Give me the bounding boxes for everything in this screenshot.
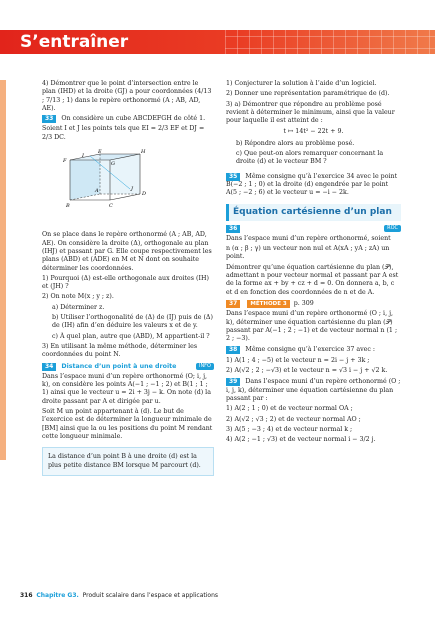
ex34-text: Dans l’espace muni d’un repère orthonormé (O; i, j, k), on considère les points A(−1 ; −1 ; 2) et B(1 ; 1 ; 1) ainsi que le vecteur u = 2i + 3j − k. On note (d) la droite passant par A et dirigée par u. — [42, 372, 211, 405]
ex34-q3a: 3) a) Démontrer que répondre au problème posé revient à déterminer le minimum, ainsi que la valeur pour laquelle il est atteint de : — [226, 100, 395, 125]
ex33-q2a: a) Déterminer z. — [52, 303, 105, 311]
ex34-q1: 1) Conjecturer la solution à l’aide d’un logiciel. — [226, 80, 377, 87]
cube-label-C: C — [109, 203, 113, 210]
exercise-34-heading — [42, 363, 214, 371]
ex36-text2: n (α ; β ; γ) un vecteur non nul et A(xA ; yA ; zA) un point. — [226, 245, 390, 261]
ex39-1: 1) A(2 ; 1 ; 0) et de vecteur normal OA ; — [226, 405, 353, 413]
exercise-38 — [226, 346, 401, 354]
cube-label-F: F — [63, 158, 67, 165]
ex39-2: 2) A(√2 ; √3 ; 2) et de vecteur normal AO ; — [226, 415, 361, 423]
page-number: 316 — [20, 592, 33, 599]
method-link[interactable]: MÉTHODE 3 — [247, 300, 289, 308]
exercise-number: 39 — [226, 378, 240, 386]
section-heading: Équation cartésienne d’un plan — [226, 204, 401, 221]
ex34-q2: 2) Donner une représentation paramétrique de (d). — [226, 90, 390, 98]
chapter-title: Produit scalaire dans l’espace et applications — [82, 592, 219, 599]
ex37-text: Dans l’espace muni d’un repère orthonormé (O ; i, j, k), déterminer une équation cartésienne du plan (𝒫) passant par A(−1 ; 2 ; −1) et de vecteur normal n (1 ; 2 ; −3). — [226, 310, 398, 343]
cube-label-H: H — [141, 149, 146, 156]
exercise-number: 34 — [42, 363, 56, 371]
cube-label-B: B — [66, 203, 70, 210]
ex34-q3b: b) Répondre alors au problème posé. — [236, 139, 355, 147]
exercise-37-heading — [226, 300, 401, 308]
exercise-number: 33 — [42, 115, 56, 123]
exercise-39 — [226, 378, 401, 403]
page-title: S’entraîner — [20, 32, 129, 52]
page-edge-decoration — [0, 80, 6, 460]
ex39-3: 3) A(5 ; −3 ; 4) et de vecteur normal k ; — [226, 425, 353, 433]
ex32-question-4: 4) Démontrer que le point d’intersection entre le plan (IHD) et la droite (GJ) a pour coordonnées (4/13 ; 7/13 ; 1) dans le repère orthonormé (A ; AB, AD, AE). — [42, 80, 212, 112]
ex33-q2b: b) Utiliser l’orthogonalité de (Δ) de (IJ) puis de (Δ) de (IH) afin d’en déduire les valeurs x et de y. — [52, 314, 213, 330]
exercise-number: 38 — [226, 346, 240, 354]
ex33-q2: 2) On note M(x ; y ; z). — [42, 293, 114, 301]
cube-label-J: J — [131, 186, 134, 193]
ex33-points: Soient I et J les points tels que EI = 2/3 EF et DJ = 2/3 DC. — [42, 125, 205, 141]
method-page: p. 309 — [293, 299, 314, 307]
ex38-2: 2) A(√2 ; 2 ; −√3) et le vecteur n = √3 i − j + √2 k. — [226, 367, 388, 375]
ex34-text2: Soit M un point appartenant à (d). Le but de l’exercice est de déterminer la longueur minimale de [BM] ainsi que la ou les positions du point M rendant cette longueur minimale. — [42, 408, 213, 440]
exercise-text: Même consigne qu’à l’exercice 37 avec : — [245, 346, 376, 354]
ex34-q3c: c) Que peut-on alors remarquer concernant la droite (d) et le vecteur BM ? — [236, 150, 384, 166]
ex33-body: On se place dans le repère orthonormé (A ; AB, AD, AE). On considère la droite (Δ), orthogonale au plan (IHJ) et passant par G. Elle coupe respectivement les plans (ABD) et (ADE) en M et N dont on souhaite déterminer les coordonnées. — [42, 231, 212, 272]
exercise-33 — [42, 115, 214, 123]
function-formula: t ↦ 14t² − 22t + 9. — [283, 128, 344, 136]
ex33-q1: 1) Pourquoi (Δ) est-elle orthogonale aux droites (IH) et (JH) ? — [42, 274, 209, 291]
cube-figure — [42, 148, 212, 222]
cube-label-G: G — [111, 161, 115, 168]
exercise-title: Distance d’un point à une droite — [61, 362, 177, 370]
exercise-35 — [226, 173, 401, 198]
exercise-text: Même consigne qu’à l’exercice 34 avec le point B(−2 ; 1 ; 0) et la droite (d) engendrée par le point A(5 ; −2 ; 6) et le vecteur u = −i − 2k. — [226, 172, 398, 197]
left-column — [42, 80, 214, 476]
cube-label-E: E — [98, 149, 102, 156]
exercise-number: 36 — [226, 225, 240, 233]
cube-label-D: D — [142, 191, 147, 198]
exercise-text: Dans l’espace muni d’un repère orthonormé (O ; i, j, k), déterminer une équation cartésienne du plan passant par : — [226, 378, 401, 402]
cube-label-A: A — [95, 188, 99, 195]
right-column — [226, 80, 401, 446]
ex36-text1: Dans l’espace muni d’un repère orthonormé, soient — [226, 234, 391, 242]
exercise-36-heading — [226, 225, 401, 233]
info-tag: INFO — [196, 363, 214, 370]
cube-label-I: I — [82, 153, 84, 160]
exercise-number: 35 — [226, 173, 240, 181]
page-footer — [20, 592, 420, 600]
definition-note: La distance d’un point B à une droite (d) est la plus petite distance BM lorsque M parcourt (d). — [42, 447, 214, 476]
ex33-q3: 3) En utilisant la même méthode, déterminer les coordonnées du point N. — [42, 342, 198, 359]
ex38-1: 1) A(1 ; 4 ; −5) et le vecteur n = 2i − j + 3k ; — [226, 356, 370, 364]
ex36-text3: Démontrer qu’une équation cartésienne du plan (𝒫), admettant n pour vecteur normal et passant par A est de la forme ax + by + cz + d = 0. On donnera a, b, c et d en fonction des coordonnées de n et de A. — [226, 263, 399, 296]
decorative-grid — [225, 0, 435, 58]
ex33-q2c: c) À quel plan, autre que (ABD), M appartient-il ? — [52, 332, 210, 340]
chapter-label: Chapitre G3. — [36, 592, 79, 599]
roc-tag: ROC — [384, 225, 401, 232]
exercise-number: 37 — [226, 300, 240, 308]
exercise-text: On considère un cube ABCDEFGH de côté 1. — [61, 115, 206, 123]
ex39-4: 4) A(2 ; −1 ; √3) et de vecteur normal i − 3/2 j. — [226, 436, 376, 444]
header-banner — [0, 0, 435, 58]
